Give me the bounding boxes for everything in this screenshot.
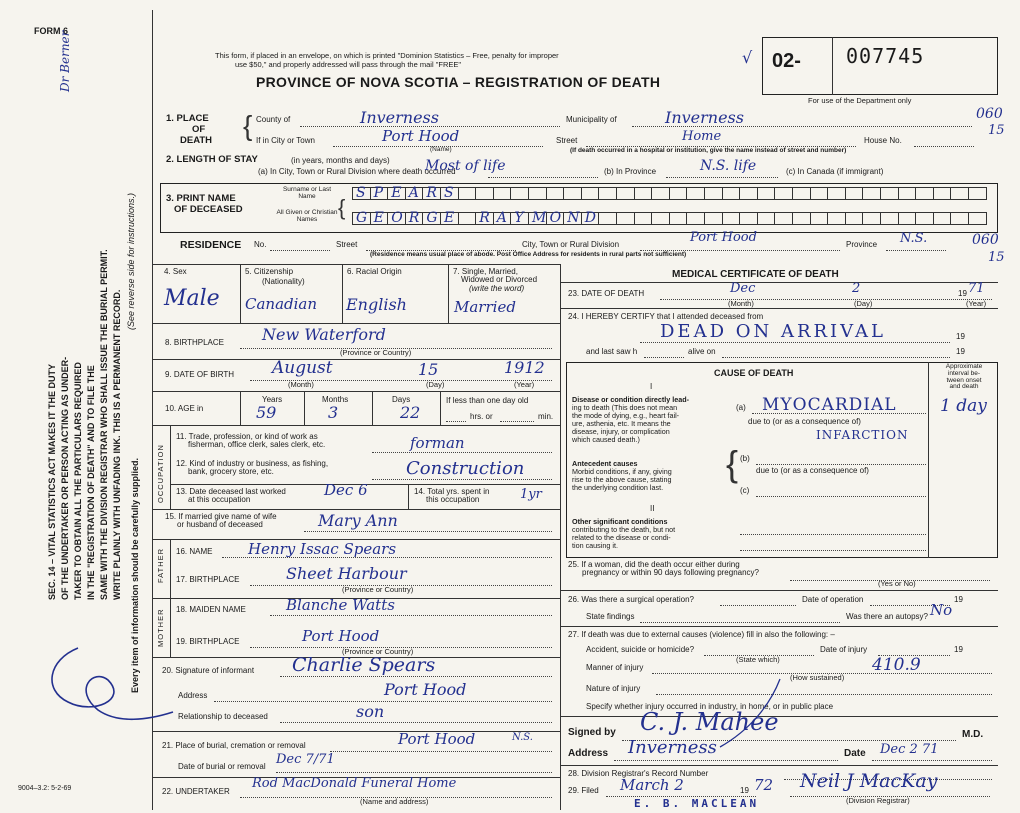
- given-name-box: [634, 212, 653, 225]
- given-name-box: [810, 212, 829, 225]
- given-name-box: [774, 212, 793, 225]
- hospital-note: (If death occurred in a hospital or institution, give the name instead of street and number): [570, 147, 847, 154]
- surname-box: [546, 187, 565, 200]
- envelope-note-2: use $50," and properly addressed will pass through the mail "FREE": [235, 60, 462, 69]
- given-name-box: [510, 212, 529, 225]
- given-name-box: [968, 212, 987, 225]
- given-name-box: [405, 212, 424, 225]
- last-worked-value: Dec 6: [324, 481, 368, 499]
- given-name-box: [422, 212, 441, 225]
- age-days-label: Days: [392, 395, 411, 404]
- given-name-box: [880, 212, 899, 225]
- dept-use-note: For use of the Department only: [808, 96, 912, 105]
- surgery-label: 26. Was there a surgical operation?: [568, 595, 694, 604]
- given-name-box: [546, 212, 565, 225]
- father-side-label: FATHER: [156, 547, 165, 583]
- undertaker-sub-label: (Name and address): [360, 797, 429, 806]
- cause-a-label: (a): [736, 403, 746, 412]
- surname-box: [898, 187, 917, 200]
- registration-number: 007745: [846, 44, 925, 68]
- place-label: 1. PLACE OF DEATH: [166, 113, 213, 146]
- given-name-box: [686, 212, 705, 225]
- surname-box: [370, 187, 389, 200]
- given-name-boxes: [352, 212, 992, 225]
- surname-box: [598, 187, 617, 200]
- dept-code-1: 060: [976, 106, 1003, 122]
- given-name-box: [704, 212, 723, 225]
- stay-province-value: N.S. life: [700, 158, 757, 174]
- industry-label: 12. Kind of industry or business, as fishing, bank, grocery store, etc.: [176, 459, 329, 477]
- surname-label: Surname or Last Name: [282, 186, 332, 200]
- birthplace-sub-label: (Province or Country): [340, 348, 412, 357]
- given-name-box: [458, 212, 477, 225]
- surname-box: [739, 187, 758, 200]
- undertaker-value: Rod MacDonald Funeral Home: [252, 776, 457, 791]
- less-one-day-label: If less than one day old: [446, 396, 529, 405]
- mother-birthplace-sub-label: (Province or Country): [342, 647, 414, 656]
- autopsy-value: No: [930, 601, 953, 619]
- last-saw-label: and last saw h: [586, 347, 638, 356]
- cause-title: CAUSE OF DEATH: [714, 368, 794, 378]
- citizenship-value: Canadian: [245, 295, 318, 313]
- mother-birthplace-label: 19. BIRTHPLACE: [176, 637, 240, 646]
- residence-province-value: N.S.: [900, 231, 928, 246]
- dept-code-2: 15: [988, 123, 1005, 138]
- given-name-box: [845, 212, 864, 225]
- death-month: Dec: [730, 281, 756, 296]
- mother-maiden-value: Blanche Watts: [286, 596, 395, 614]
- registrar-stamp: E. B. MACLEAN: [634, 797, 760, 810]
- house-label: House No.: [864, 136, 902, 145]
- informant-sig-value: Charlie Spears: [292, 654, 436, 676]
- min-label: min.: [538, 412, 554, 421]
- physician-address-value: Inverness: [628, 737, 717, 758]
- age-years-value: 59: [256, 403, 277, 422]
- residence-province-label: Province: [846, 240, 878, 249]
- other-conditions-label: Other significant conditions contributing to the death, but not related to the disease or condi- tion causing it.: [572, 517, 676, 550]
- given-name-letter: D: [584, 210, 597, 226]
- stay-canada-label: (c) In Canada (if immigrant): [786, 167, 884, 176]
- surname-box: [440, 187, 459, 200]
- dob-day-caption: (Day): [426, 380, 445, 389]
- racial-origin-label: 6. Racial Origin: [347, 267, 402, 276]
- age-label: 10. AGE in: [165, 404, 204, 413]
- stay-city-value: Most of life: [425, 158, 506, 174]
- stay-sub-label: (in years, months and days): [291, 156, 390, 165]
- burial-value-suffix: N.S.: [512, 732, 533, 743]
- given-name-box: [352, 212, 371, 225]
- undertaker-label: 22. UNDERTAKER: [162, 787, 230, 796]
- given-name-box: [493, 212, 512, 225]
- registrar-record-label: 28. Division Registrar's Record Number: [568, 769, 709, 778]
- registration-prefix: 02-: [772, 50, 801, 72]
- surname-box: [475, 187, 494, 200]
- surname-box: [827, 187, 846, 200]
- given-name-letter: O: [391, 210, 403, 226]
- municipality-value: Inverness: [665, 108, 744, 127]
- stay-label: 2. LENGTH OF STAY: [166, 154, 258, 165]
- surname-box: [651, 187, 670, 200]
- given-name-box: [475, 212, 494, 225]
- given-name-box: [387, 212, 406, 225]
- death-date-label: 23. DATE OF DEATH: [568, 289, 645, 298]
- autopsy-label: Was there an autopsy?: [846, 612, 928, 621]
- cause-a-due-label: due to (or as a consequence of): [748, 417, 861, 426]
- physician-date-value: Dec 2 71: [880, 742, 939, 757]
- how-sustained-caption: (How sustained): [790, 673, 845, 682]
- city-value: Port Hood: [382, 127, 460, 145]
- yes-no-caption: (Yes or No): [878, 579, 916, 588]
- form-number: FORM 6: [34, 26, 69, 36]
- spouse-value: Mary Ann: [318, 511, 398, 530]
- county-value: Inverness: [360, 108, 439, 127]
- burial-value: Port Hood: [398, 730, 476, 748]
- residence-label: RESIDENCE: [180, 239, 242, 251]
- surname-box: [757, 187, 776, 200]
- cause-b-due-label: due to (or as a consequence of): [756, 466, 869, 475]
- operation-date-label: Date of operation: [802, 595, 864, 604]
- age-months-value: 3: [328, 403, 339, 422]
- antecedent-label: Antecedent causes Morbid conditions, if any, giving rise to the above cause, stating the underlying condition last.: [572, 459, 672, 492]
- marital-label: 7. Single, Married, Widowed or Divorced (write the word): [453, 267, 538, 293]
- last-saw-19: 19: [956, 347, 965, 356]
- given-name-box: [528, 212, 547, 225]
- city-label: If in City or Town: [256, 136, 315, 145]
- direct-cause-label: Disease or condition directly lead- ing to death (This does not mean the mode of dying, e.g., heart fail- ure, asthenia, etc. It means the disease, injury, or complication which caused death.): [572, 395, 690, 444]
- md-label: M.D.: [962, 729, 984, 740]
- reverse-instructions: (See reverse side for instructions.): [126, 192, 136, 330]
- given-name-letter: G: [356, 210, 368, 226]
- given-name-letter: E: [373, 210, 384, 226]
- surname-box: [950, 187, 969, 200]
- signed-by-label: Signed by: [568, 727, 616, 738]
- death-month-caption: (Month): [728, 299, 754, 308]
- father-birthplace-value: Sheet Harbour: [286, 564, 407, 583]
- surname-letter: E: [391, 185, 402, 201]
- given-name-letter: G: [426, 210, 438, 226]
- given-name-box: [862, 212, 881, 225]
- given-names-label: All Given or Christian Names: [276, 209, 338, 223]
- surname-box: [862, 187, 881, 200]
- given-name-box: [581, 212, 600, 225]
- dob-year-caption: (Year): [514, 380, 535, 389]
- given-name-letter: O: [549, 210, 562, 226]
- given-name-letter: N: [567, 210, 580, 226]
- street-value: Home: [682, 129, 722, 144]
- given-name-box: [669, 212, 688, 225]
- surname-box: [774, 187, 793, 200]
- footer-code: 9004–3.2: 5-2-69: [18, 785, 72, 792]
- residence-city-label: City, Town or Rural Division: [522, 240, 620, 249]
- registrar-signature: Neil J MacKay: [800, 770, 938, 792]
- filed-label: 29. Filed: [568, 786, 599, 795]
- total-years-label: 14. Total yrs. spent in this occupation: [414, 487, 490, 505]
- informant-sig-label: 20. Signature of informant: [162, 666, 255, 675]
- surname-letter: P: [373, 185, 384, 201]
- given-name-box: [933, 212, 952, 225]
- citizenship-sub-label: (Nationality): [262, 277, 305, 286]
- mother-maiden-label: 18. MAIDEN NAME: [176, 605, 246, 614]
- dob-day: 15: [418, 360, 439, 379]
- surname-box: [405, 187, 424, 200]
- part-2-label: II: [650, 504, 655, 513]
- signed-by-value: C. J. Mahee: [640, 708, 779, 736]
- death-year-caption: (Year): [966, 299, 987, 308]
- specify-label: Specify whether injury occurred in industry, in home, or in public place: [586, 702, 834, 711]
- citizenship-label: 5. Citizenship: [245, 267, 294, 276]
- surname-box: [792, 187, 811, 200]
- residence-street-label: Street: [336, 240, 358, 249]
- cause-a-value-2: INFARCTION: [816, 428, 909, 442]
- residence-note: (Residence means usual place of abode. Post Office Address for residents in rural parts not sufficient): [370, 251, 687, 258]
- total-years-value: 1yr: [520, 487, 542, 502]
- given-name-box: [440, 212, 459, 225]
- residence-no-label: No.: [254, 240, 267, 249]
- given-name-box: [757, 212, 776, 225]
- signature-flourish: [700, 675, 820, 755]
- surname-box: [387, 187, 406, 200]
- physician-address-label: Address: [568, 748, 609, 759]
- surname-box: [722, 187, 741, 200]
- occupation-side-label: OCCUPATION: [156, 444, 165, 503]
- dob-month: August: [272, 358, 333, 378]
- surname-box: [915, 187, 934, 200]
- given-name-box: [651, 212, 670, 225]
- informant-address-value: Port Hood: [384, 680, 467, 699]
- spouse-label: 15. If married give name of wife or husband of deceased: [165, 512, 277, 530]
- mother-side-label: MOTHER: [156, 608, 165, 647]
- alive-on-label: alive on: [688, 347, 716, 356]
- certify-19: 19: [956, 332, 965, 341]
- surname-letter: S: [444, 185, 454, 201]
- industry-value: Construction: [406, 458, 525, 479]
- margin-scribble: [38, 640, 178, 730]
- burial-date-label: Date of burial or removal: [178, 762, 266, 771]
- relationship-value: son: [356, 702, 385, 721]
- given-name-box: [722, 212, 741, 225]
- nature-label: Nature of injury: [586, 684, 641, 693]
- surname-box: [422, 187, 441, 200]
- given-name-box: [563, 212, 582, 225]
- print-name-label: 3. PRINT NAME OF DECEASED: [166, 193, 243, 215]
- given-name-box: [827, 212, 846, 225]
- dept-code-3: 060: [972, 232, 999, 248]
- municipality-label: Municipality of: [566, 115, 617, 124]
- surname-boxes: [352, 187, 992, 200]
- stay-province-label: (b) In Province: [604, 167, 657, 176]
- part-1-label: I: [650, 382, 653, 391]
- surname-box: [634, 187, 653, 200]
- county-label: County of: [256, 115, 291, 124]
- injury-date-label: Date of injury: [820, 645, 868, 654]
- accident-label: Accident, suicide or homicide?: [586, 645, 695, 654]
- death-day: 2: [852, 281, 861, 296]
- last-worked-label: 13. Date deceased last worked at this occupation: [176, 487, 286, 505]
- filed-19: 19: [740, 786, 749, 795]
- surname-box: [704, 187, 723, 200]
- surname-box: [458, 187, 477, 200]
- hrs-label: hrs. or: [470, 412, 493, 421]
- mother-birthplace-value: Port Hood: [302, 627, 380, 645]
- external-causes-label: 27. If death was due to external causes (violence) fill in also the following: –: [568, 630, 835, 639]
- surname-box: [968, 187, 987, 200]
- father-birthplace-label: 17. BIRTHPLACE: [176, 575, 240, 584]
- envelope-note-1: This form, if placed in an envelope, on which is printed "Dominion Statistics – Free, penalty for improper: [215, 51, 559, 60]
- surname-box: [528, 187, 547, 200]
- racial-origin-value: English: [346, 295, 407, 314]
- surname-box: [616, 187, 635, 200]
- state-which-caption: (State which): [736, 655, 780, 664]
- given-name-letter: E: [444, 210, 455, 226]
- surname-box: [581, 187, 600, 200]
- injury-19: 19: [954, 645, 963, 654]
- death-year: 71: [968, 281, 985, 296]
- surname-box: [669, 187, 688, 200]
- surname-box: [686, 187, 705, 200]
- given-name-box: [950, 212, 969, 225]
- manner-value: 410.9: [872, 655, 921, 675]
- cause-c-label: (c): [740, 486, 750, 495]
- surname-box: [845, 187, 864, 200]
- given-name-box: [370, 212, 389, 225]
- father-name-label: 16. NAME: [176, 547, 213, 556]
- sec14-notice: SEC. 14 – VITAL STATISTICS ACT MAKES IT THE DUTY OF THE UNDERTAKER OR PERSON ACTING AS UNDER- TAKER TO OBTAIN ALL THE PARTICULARS REQUIRED IN THE "REGISTRATION OF DEATH" AND TO FILE THE SAME WITH THE DIVISION REGISTRAR WHO SHALL ISSUE THE BURIAL PERMIT. WRITE PLAINLY WITH UNFADING INK. THIS IS A PERMANENT RECORD.: [47, 249, 122, 600]
- operation-19: 19: [954, 595, 963, 604]
- surname-box: [352, 187, 371, 200]
- informant-address-label: Address: [178, 691, 208, 700]
- surname-box: [880, 187, 899, 200]
- form-title: PROVINCE OF NOVA SCOTIA – REGISTRATION OF DEATH: [256, 74, 661, 90]
- age-days-value: 22: [400, 403, 421, 422]
- relationship-label: Relationship to deceased: [178, 712, 268, 721]
- dob-year: 1912: [504, 358, 545, 377]
- certify-label: 24. I HEREBY CERTIFY that I attended deceased from: [568, 312, 764, 321]
- street-label: Street: [556, 136, 578, 145]
- given-name-box: [792, 212, 811, 225]
- sex-label: 4. Sex: [164, 267, 187, 276]
- dept-code-4: 15: [988, 250, 1005, 265]
- marital-value: Married: [454, 298, 516, 316]
- surname-box: [810, 187, 829, 200]
- name-note: (Name): [430, 146, 452, 153]
- residence-city-value: Port Hood: [690, 230, 757, 245]
- age-years-label: Years: [262, 395, 283, 404]
- dob-month-caption: (Month): [288, 380, 314, 389]
- given-name-letter: R: [479, 210, 490, 226]
- cause-a-value: MYOCARDIAL: [762, 395, 897, 415]
- checkmark: √: [742, 48, 753, 67]
- approx-interval-label: Approximate interval be- tween onset and death: [945, 363, 983, 391]
- every-item-note: Every item of information should be carefully supplied.: [130, 457, 140, 693]
- given-name-letter: Y: [514, 210, 524, 226]
- given-name-letter: R: [408, 210, 420, 226]
- given-name-box: [898, 212, 917, 225]
- registrar-caption: (Division Registrar): [846, 796, 910, 805]
- margin-note: Dr Berner: [58, 30, 72, 92]
- given-name-letter: M: [532, 210, 547, 226]
- birthplace-label: 8. BIRTHPLACE: [165, 338, 224, 347]
- given-name-box: [616, 212, 635, 225]
- surname-letter: R: [426, 185, 437, 201]
- surname-letter: S: [356, 185, 366, 201]
- manner-label: Manner of injury: [586, 663, 644, 672]
- given-name-box: [739, 212, 758, 225]
- surname-box: [493, 187, 512, 200]
- stay-city-label: (a) In City, Town or Rural Division where death occurred: [258, 167, 456, 176]
- certify-value: DEAD ON ARRIVAL: [660, 321, 886, 342]
- medical-cert-title: MEDICAL CERTIFICATE OF DEATH: [672, 269, 839, 280]
- surname-box: [933, 187, 952, 200]
- given-name-letter: A: [496, 210, 507, 226]
- dob-label: 9. DATE OF BIRTH: [165, 370, 235, 379]
- physician-date-label: Date: [844, 748, 866, 759]
- filed-year: 72: [754, 776, 774, 794]
- cause-b-label: (b): [740, 454, 750, 463]
- birthplace-value: New Waterford: [262, 325, 386, 344]
- surname-letter: A: [408, 185, 419, 201]
- burial-date-value: Dec 7/71: [276, 752, 335, 767]
- given-name-box: [915, 212, 934, 225]
- given-name-box: [598, 212, 617, 225]
- surname-box: [563, 187, 582, 200]
- surname-box: [510, 187, 529, 200]
- death-day-caption: (Day): [854, 299, 873, 308]
- filed-month: March 2: [620, 776, 684, 794]
- interval-value: 1 day: [940, 396, 987, 416]
- death-year-prefix: 19: [958, 289, 967, 298]
- trade-value: forman: [410, 434, 465, 452]
- age-months-label: Months: [322, 395, 349, 404]
- father-name-value: Henry Issac Spears: [248, 540, 397, 558]
- woman-label: 25. If a woman, did the death occur either during pregnancy or within 90 days following pregnancy?: [568, 560, 759, 578]
- state-findings-label: State findings: [586, 612, 635, 621]
- father-birthplace-sub-label: (Province or Country): [342, 585, 414, 594]
- sex-value: Male: [164, 286, 220, 311]
- burial-label: 21. Place of burial, cremation or removal: [162, 741, 306, 750]
- trade-label: 11. Trade, profession, or kind of work as fisherman, office clerk, sales clerk, etc.: [176, 432, 326, 450]
